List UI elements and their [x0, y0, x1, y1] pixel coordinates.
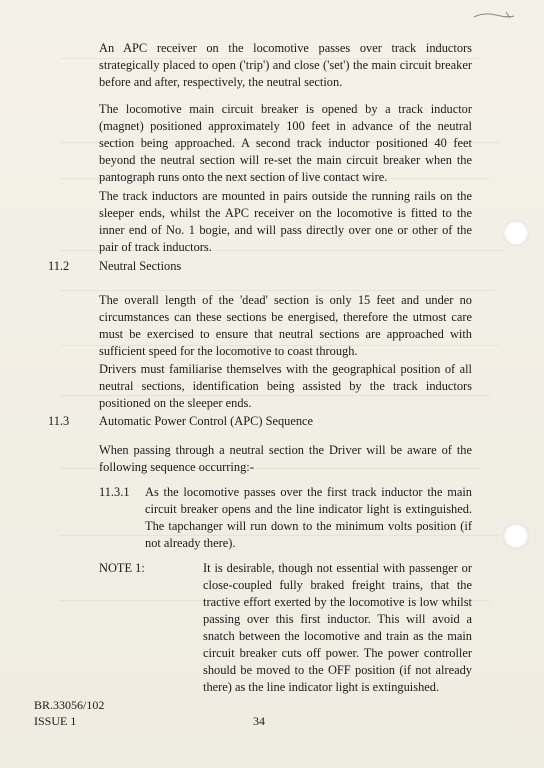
section-heading-11-3 — [48, 413, 468, 430]
punch-hole-upper — [503, 220, 529, 246]
page-number: 34 — [253, 714, 265, 728]
section-title: Neutral Sections — [99, 259, 182, 273]
paragraph-familiarise: Drivers must familiarise themselves with the geographical position of all neutral sections, identification being assisted by the track inductors positioned on the sleeper ends. — [99, 362, 472, 410]
note-label: NOTE 1: — [99, 561, 145, 575]
paragraph-track-inductors: The track inductors are mounted in pairs outside the running rails on the sleeper ends, whilst the APC receiver on the locomotive is fitted to the inner end of No. 1 bogie, and will pass directly over one or other of the pair of track inductors. — [99, 189, 472, 254]
paragraph-sequence-intro: When passing through a neutral section the Driver will be aware of the following sequence occurring:- — [99, 443, 472, 474]
paragraph-apc-receiver: An APC receiver on the locomotive passes over track inductors strategically placed to open ('trip') and close ('set') the main circuit breaker before and after, respectively, the neutral section. — [99, 41, 472, 89]
section-heading-11-2 — [48, 258, 448, 275]
section-number: 11.2 — [48, 259, 70, 273]
issue-number: ISSUE 1 — [34, 714, 77, 728]
section-number: 11.3 — [48, 414, 70, 428]
document-reference: BR.33056/102 — [34, 698, 105, 712]
pencil-mark-icon — [472, 10, 516, 20]
note-text: It is desirable, though not essential with passenger or close-coupled fully braked freight trains, that the tractive effort exerted by the locomotive is low whilst passing over this first inductor. This will avoid a snatch between the locomotive and train as the main circuit breaker cuts off power. The power controller should be moved to the OFF position (if not already there) as the line indicator light is extinguished. — [203, 561, 472, 694]
item-number-11-3-1: 11.3.1 — [99, 485, 130, 499]
item-text-11-3-1: As the locomotive passes over the first track inductor the main circuit breaker opens and the line indicator light is extinguished. The tapchanger will run down to the minimum volts position (if not already there). — [145, 485, 472, 550]
section-title: Automatic Power Control (APC) Sequence — [99, 414, 314, 428]
paragraph-dead-section: The overall length of the 'dead' section is only 15 feet and under no circumstances can these sections be energised, therefore the utmost care must be exercised to ensure that neutral sections are approached with sufficient speed for the locomotive to coast through. — [99, 293, 472, 358]
punch-hole-lower — [503, 523, 529, 549]
paragraph-main-circuit-breaker: The locomotive main circuit breaker is opened by a track inductor (magnet) positioned approximately 100 feet in advance of the neutral section being approached. A second track inductor positioned 40 feet beyond the neutral section will re-set the main circuit breaker when the pantograph runs onto the next section of live contact wire. — [99, 102, 472, 184]
